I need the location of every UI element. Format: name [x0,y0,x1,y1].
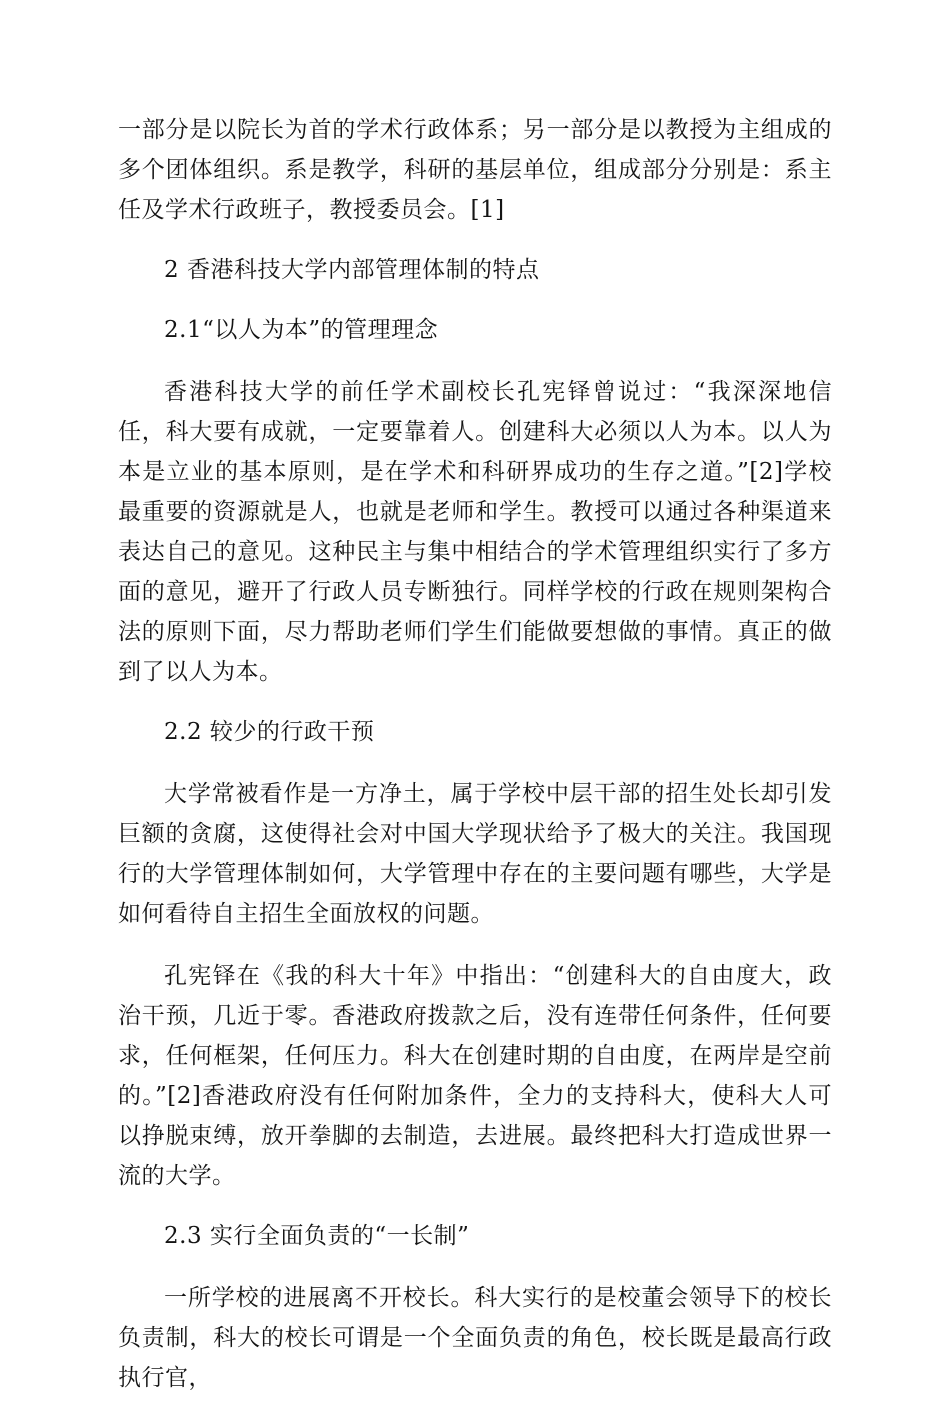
paragraph-continuation: 一部分是以院长为首的学术行政体系；另一部分是以教授为主组成的多个团体组织。系是教学，科研的基层单位，组成部分分别是：系主任及学术行政班子，教授委员会。[1] [118,117,832,223]
subsection-heading-2-1: 2.1“以人为本”的管理理念 [164,317,439,343]
subsection-heading-2-2: 2.2 较少的行政干预 [164,719,375,745]
paragraph-admission-corruption: 大学常被看作是一方净土，属于学校中层干部的招生处长却引发巨额的贪腐，这使得社会对中国大学现状给予了极大的关注。我国现行的大学管理体制如何，大学管理中存在的主要问题有哪些，大学是如何看待自主招生全面放权的问题。 [118,781,832,927]
section-heading-2: 2 香港科技大学内部管理体制的特点 [164,257,540,283]
subsection-heading-2-3: 2.3 实行全面负责的“一长制” [164,1223,470,1249]
paragraph-government-freedom: 孔宪铎在《我的科大十年》中指出：“创建科大的自由度大，政治干预，几近于零。香港政府拨款之后，没有连带任何条件，任何要求，任何框架，任何压力。科大在创建时期的自由度，在两岸是空前的。”[2]香港政府没有任何附加条件，全力的支持科大，使科大人可以挣脱束缚，放开拳脚的去制造，去进展。最终把科大打造成世界一流的大学。 [118,963,832,1189]
paragraph-people-oriented: 香港科技大学的前任学术副校长孔宪铎曾说过：“我深深地信任，科大要有成就，一定要靠着人。创建科大必须以人为本。以人为本是立业的基本原则，是在学术和科研界成功的生存之道。”[2]学校最重要的资源就是人，也就是老师和学生。教授可以通过各种渠道来表达自己的意见。这种民主与集中相结合的学术管理组织实行了多方面的意见，避开了行政人员专断独行。同样学校的行政在规则架构合法的原则下面，尽力帮助老师们学生们能做要想做的事情。真正的做到了以人为本。 [118,379,832,685]
document-page [118,110,832,1420]
paragraph-president-system: 一所学校的进展离不开校长。科大实行的是校董会领导下的校长负责制，科大的校长可谓是一个全面负责的角色，校长既是最高行政执行官， [118,1285,832,1391]
